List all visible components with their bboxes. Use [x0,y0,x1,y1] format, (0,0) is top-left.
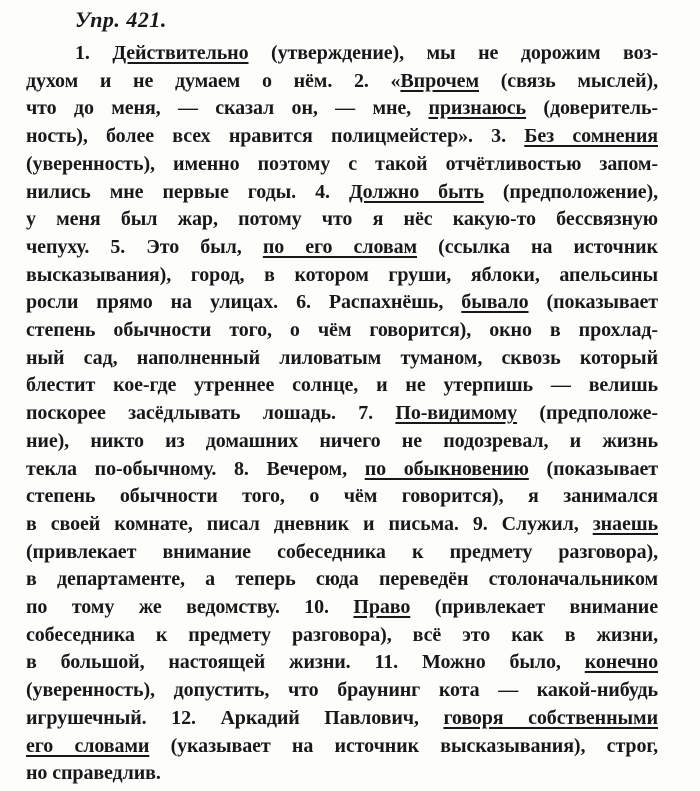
text-run: нились мне первые годы. 4. [26,180,349,203]
text-line [26,760,658,788]
text-run: (утверждение), мы не дорожим воз- [248,42,659,64]
text-run: блестит кое-где утреннее солнце, и не утерпишь — велишь [26,374,658,397]
text-run: (предположение), [483,180,658,203]
text-run: ние), никто из домашних ничего не подозревал, и жизнь [26,429,658,452]
exercise-block [26,6,658,788]
text-run: (привлекает внимание [410,596,658,619]
text-run: степень обычности того, о чём говорится), я занимался [26,485,658,508]
text-line [26,400,658,428]
text-line [26,705,658,733]
text-line [26,179,658,207]
text-run: собеседника к предмету разговора), всё это как в жизни, [26,623,658,646]
text-line [26,456,658,484]
text-line [26,262,658,290]
exercise-text [26,40,658,788]
text-run: (уверенность), допустить, что браунинг кота — какой-нибудь [26,679,658,702]
underlined-term: Без сомнения [524,125,658,148]
underlined-term: по его словам [262,235,417,258]
text-run: но справедлив. [26,762,161,785]
text-run: поскорее засёдлывать лошадь. 7. [26,402,396,425]
text-line [26,95,658,123]
text-line [26,733,658,761]
underlined-term: бывало [461,291,529,314]
underlined-term: знаешь [592,512,658,535]
text-line [26,68,658,96]
text-run: духом и не думаем о нём. 2. « [26,69,401,92]
text-line [26,234,658,262]
text-run: (привлекает внимание собеседника к предмету разговора), [26,540,658,563]
text-line [26,317,658,345]
text-line [26,511,658,539]
exercise-heading: Упр. 421. [75,7,167,32]
text-run: ный сад, наполненный лиловатым туманом, сквозь который [26,346,658,369]
text-run: степень обычности того, о чём говорится), окно в прохлад- [26,319,658,342]
underlined-term: по обыкновению [364,457,529,480]
underlined-term: По-видимому [395,402,518,425]
text-run: (ссылка на источник [417,235,658,258]
text-run: игрушечный. 12. Аркадий Павлович, [26,706,444,729]
text-line [26,622,658,650]
text-line [26,151,658,179]
text-line [26,594,658,622]
text-line [26,677,658,705]
text-line [26,649,658,677]
text-run: (указывает на источник высказывания), строг, [149,734,658,757]
underlined-term: Впрочем [400,69,479,92]
underlined-term: конечно [584,651,658,674]
text-run: (предположе- [517,402,658,425]
text-run: высказывания), город, в котором груши, яблоки, апельсины [26,263,658,286]
text-line [26,345,658,373]
text-run: ность), более всех нравится полицмейстер». 3. [26,125,525,148]
text-run: (показывает [528,291,658,314]
text-run: в департаменте, а теперь сюда переведён столоначальником [26,568,658,591]
underlined-term: его словами [26,734,150,757]
text-run: у меня был жар, потому что я нёс какую-то бессвязную [26,208,658,231]
underlined-term: Действительно [112,42,249,64]
text-run: (доверитель- [526,97,658,120]
text-line [26,206,658,234]
text-line [26,539,658,567]
text-line [26,566,658,594]
text-line [26,289,658,317]
text-line [26,372,658,400]
text-run: (связь мыслей), [478,69,658,92]
text-line [26,123,658,151]
text-run: в большой, настоящей жизни. 11. Можно было, [26,651,585,674]
text-run: чепуху. 5. Это был, [26,235,263,258]
text-line [26,483,658,511]
text-run: (уверенность), именно поэтому с такой отчётливостью запом- [26,152,658,175]
underlined-term: говоря собственными [443,706,658,729]
text-run: текла по-обычному. 8. Вечером, [26,457,365,480]
text-run: (показывает [528,457,659,480]
text-line [26,40,658,68]
text-run: по тому же ведомству. 10. [26,596,354,619]
text-run: в своей комнате, писал дневник и письма. 9. Служил, [26,512,593,535]
underlined-term: признаюсь [428,97,527,120]
text-run: 1. [75,42,113,64]
text-run: росли прямо на улицах. 6. Распахнёшь, [26,291,462,314]
underlined-term: Право [353,596,411,619]
text-run: что до меня, — сказал он, — мне, [26,97,429,120]
text-line [26,428,658,456]
underlined-term: Должно быть [348,180,484,203]
